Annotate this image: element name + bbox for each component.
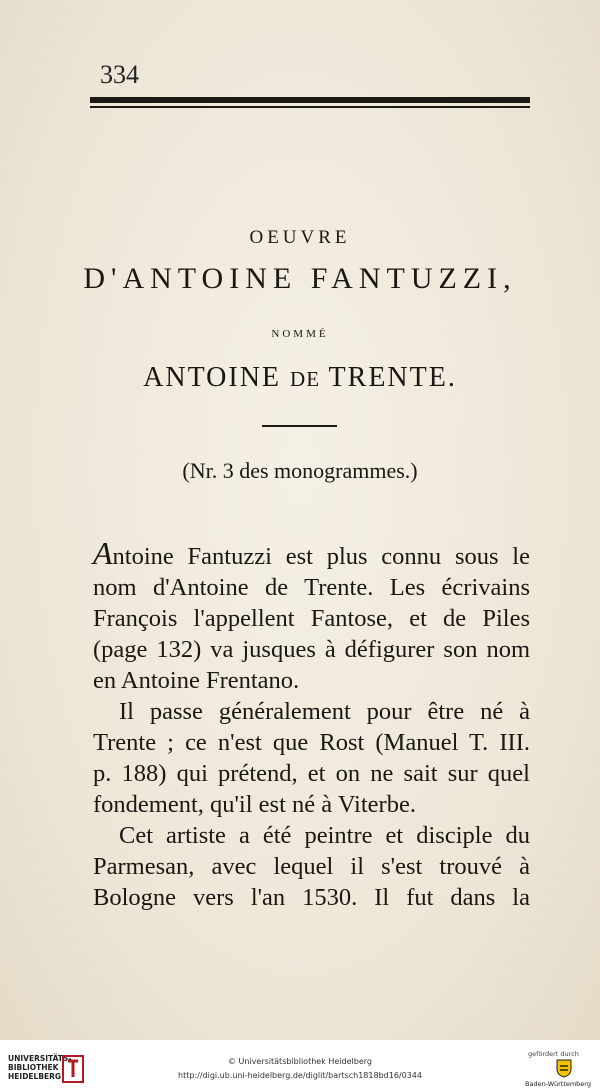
section-divider — [262, 425, 337, 427]
title-artist-name: D'ANTOINE FANTUZZI, — [83, 262, 517, 295]
text-line: François l'appellent Fantose, et de Piles — [93, 605, 530, 632]
text-line: fondement, qu'il est né à Viterbe. — [93, 791, 416, 818]
text-line: Parmesan, avec lequel il s'est trouvé à — [93, 853, 530, 880]
header-rule-thick — [90, 97, 530, 103]
title-alias-de: DE — [290, 367, 321, 391]
text-line: Bologne vers l'an 1530. Il fut dans la — [93, 884, 530, 911]
text-line: Cet artiste a été peintre et disciple du — [119, 822, 530, 849]
library-logo-text: UNIVERSITÄTS- BIBLIOTHEK HEIDELBERG — [8, 1054, 72, 1081]
title-alias-first: ANTOINE — [143, 362, 282, 393]
title-oeuvre: OEUVRE — [249, 227, 351, 248]
copyright-notice: © Universitätsbibliothek Heidelberg — [227, 1057, 372, 1066]
funder-name: Baden-Württemberg — [525, 1080, 591, 1088]
page-number: 334 — [100, 60, 139, 89]
text-line: en Antoine Frentano. — [93, 667, 300, 694]
header-rule-thin — [90, 106, 530, 108]
text-line — [93, 535, 530, 572]
text-line: Il passe généralement pour être né à — [119, 698, 530, 725]
drop-initial: A — [93, 535, 113, 571]
text-line: (page 132) va jusques à défigurer son nom — [93, 636, 530, 663]
library-footer — [0, 1040, 600, 1090]
text-line-rest: ntoine Fantuzzi est plus connu sous le — [112, 543, 530, 570]
text-line: Trente ; ce n'est que Rost (Manuel T. III. — [93, 729, 530, 756]
body-text — [93, 535, 530, 913]
monogram-reference: (Nr. 3 des monogrammes.) — [182, 458, 418, 483]
text-line: nom d'Antoine de Trente. Les écrivains — [93, 574, 530, 601]
state-crest-icon — [555, 1058, 573, 1078]
title-alias-last: TRENTE. — [328, 362, 457, 393]
title-nomme: NOMMÉ — [271, 328, 329, 340]
funded-by-label: gefördert durch — [528, 1050, 579, 1058]
text-line: p. 188) qui prétend, et on ne sait sur quel — [93, 760, 530, 787]
permalink-url[interactable]: http://digi.ub.uni-heidelberg.de/diglit/bartsch1818bd16/0344 — [178, 1071, 422, 1080]
title-alias — [0, 362, 600, 394]
